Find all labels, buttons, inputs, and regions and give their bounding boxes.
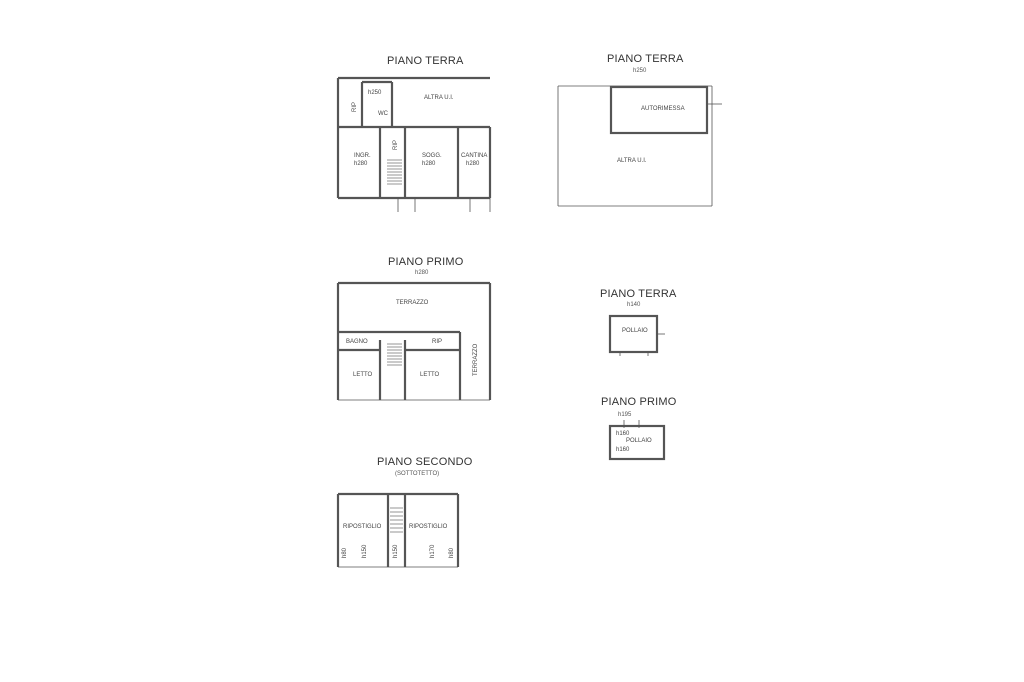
room-label-ripostiglio-1: RIPOSTIGLIO: [343, 524, 382, 530]
room-label-rip-primo: RIP: [432, 339, 443, 345]
height-label-h150-left: h150: [362, 544, 368, 558]
plan-subtitle-h195: h195: [618, 412, 632, 418]
room-label-ripostiglio-2: RIPOSTIGLIO: [409, 524, 448, 530]
plan-title-piano-primo-1: PIANO PRIMO: [388, 256, 464, 268]
room-label-bagno: BAGNO: [346, 339, 368, 345]
height-label-h80-right: h80: [449, 547, 455, 558]
plan-subtitle-sottotetto: (SOTTOTETTO): [395, 471, 440, 477]
room-label-ingr-height: h280: [354, 161, 368, 167]
plan-title-piano-terra-2: PIANO TERRA: [607, 53, 684, 65]
plan-piano-terra-2-walls: [558, 86, 722, 206]
room-label-sogg-height: h280: [422, 161, 436, 167]
room-label-letto-2: LETTO: [420, 372, 440, 378]
room-label-pollaio-2: POLLAIO: [626, 438, 652, 444]
room-label-cantina: CANTINA: [461, 153, 488, 159]
room-label-pollaio-1: POLLAIO: [622, 328, 648, 334]
plan-subtitle-h250: h250: [633, 68, 647, 74]
room-label-rip: RIP: [352, 101, 358, 112]
room-label-cantina-height: h280: [466, 161, 480, 167]
room-label-h250: h250: [368, 90, 382, 96]
room-label-h160-bottom: h160: [616, 447, 630, 453]
height-label-h80-left: h80: [342, 547, 348, 558]
room-label-altra-ui-1: ALTRA U.I.: [424, 95, 454, 101]
room-label-ingr: INGR.: [354, 153, 371, 159]
plan-subtitle-h140: h140: [627, 302, 641, 308]
height-label-h170: h170: [430, 544, 436, 558]
room-label-terrazzo-side: TERRAZZO: [473, 343, 479, 376]
room-label-letto-1: LETTO: [353, 372, 373, 378]
room-label-terrazzo: TERRAZZO: [396, 300, 429, 306]
plan-title-piano-terra-1: PIANO TERRA: [387, 55, 464, 67]
plan-title-piano-primo-2: PIANO PRIMO: [601, 396, 677, 408]
room-label-wc: WC: [378, 111, 388, 117]
plan-piano-terra-3-walls: [610, 316, 665, 356]
room-label-altra-ui-2: ALTRA U.I.: [617, 158, 647, 164]
room-label-sogg: SOGG.: [422, 153, 442, 159]
plan-subtitle-h280: h280: [415, 270, 429, 276]
plan-title-piano-terra-3: PIANO TERRA: [600, 288, 677, 300]
height-label-h150-right: h150: [393, 544, 399, 558]
plan-title-piano-secondo: PIANO SECONDO: [377, 456, 473, 468]
room-label-rip-2: RIP: [393, 139, 399, 150]
plan-piano-terra-1-walls: [338, 78, 490, 212]
room-label-autorimessa: AUTORIMESSA: [641, 106, 685, 112]
room-label-h160-top: h160: [616, 431, 630, 437]
